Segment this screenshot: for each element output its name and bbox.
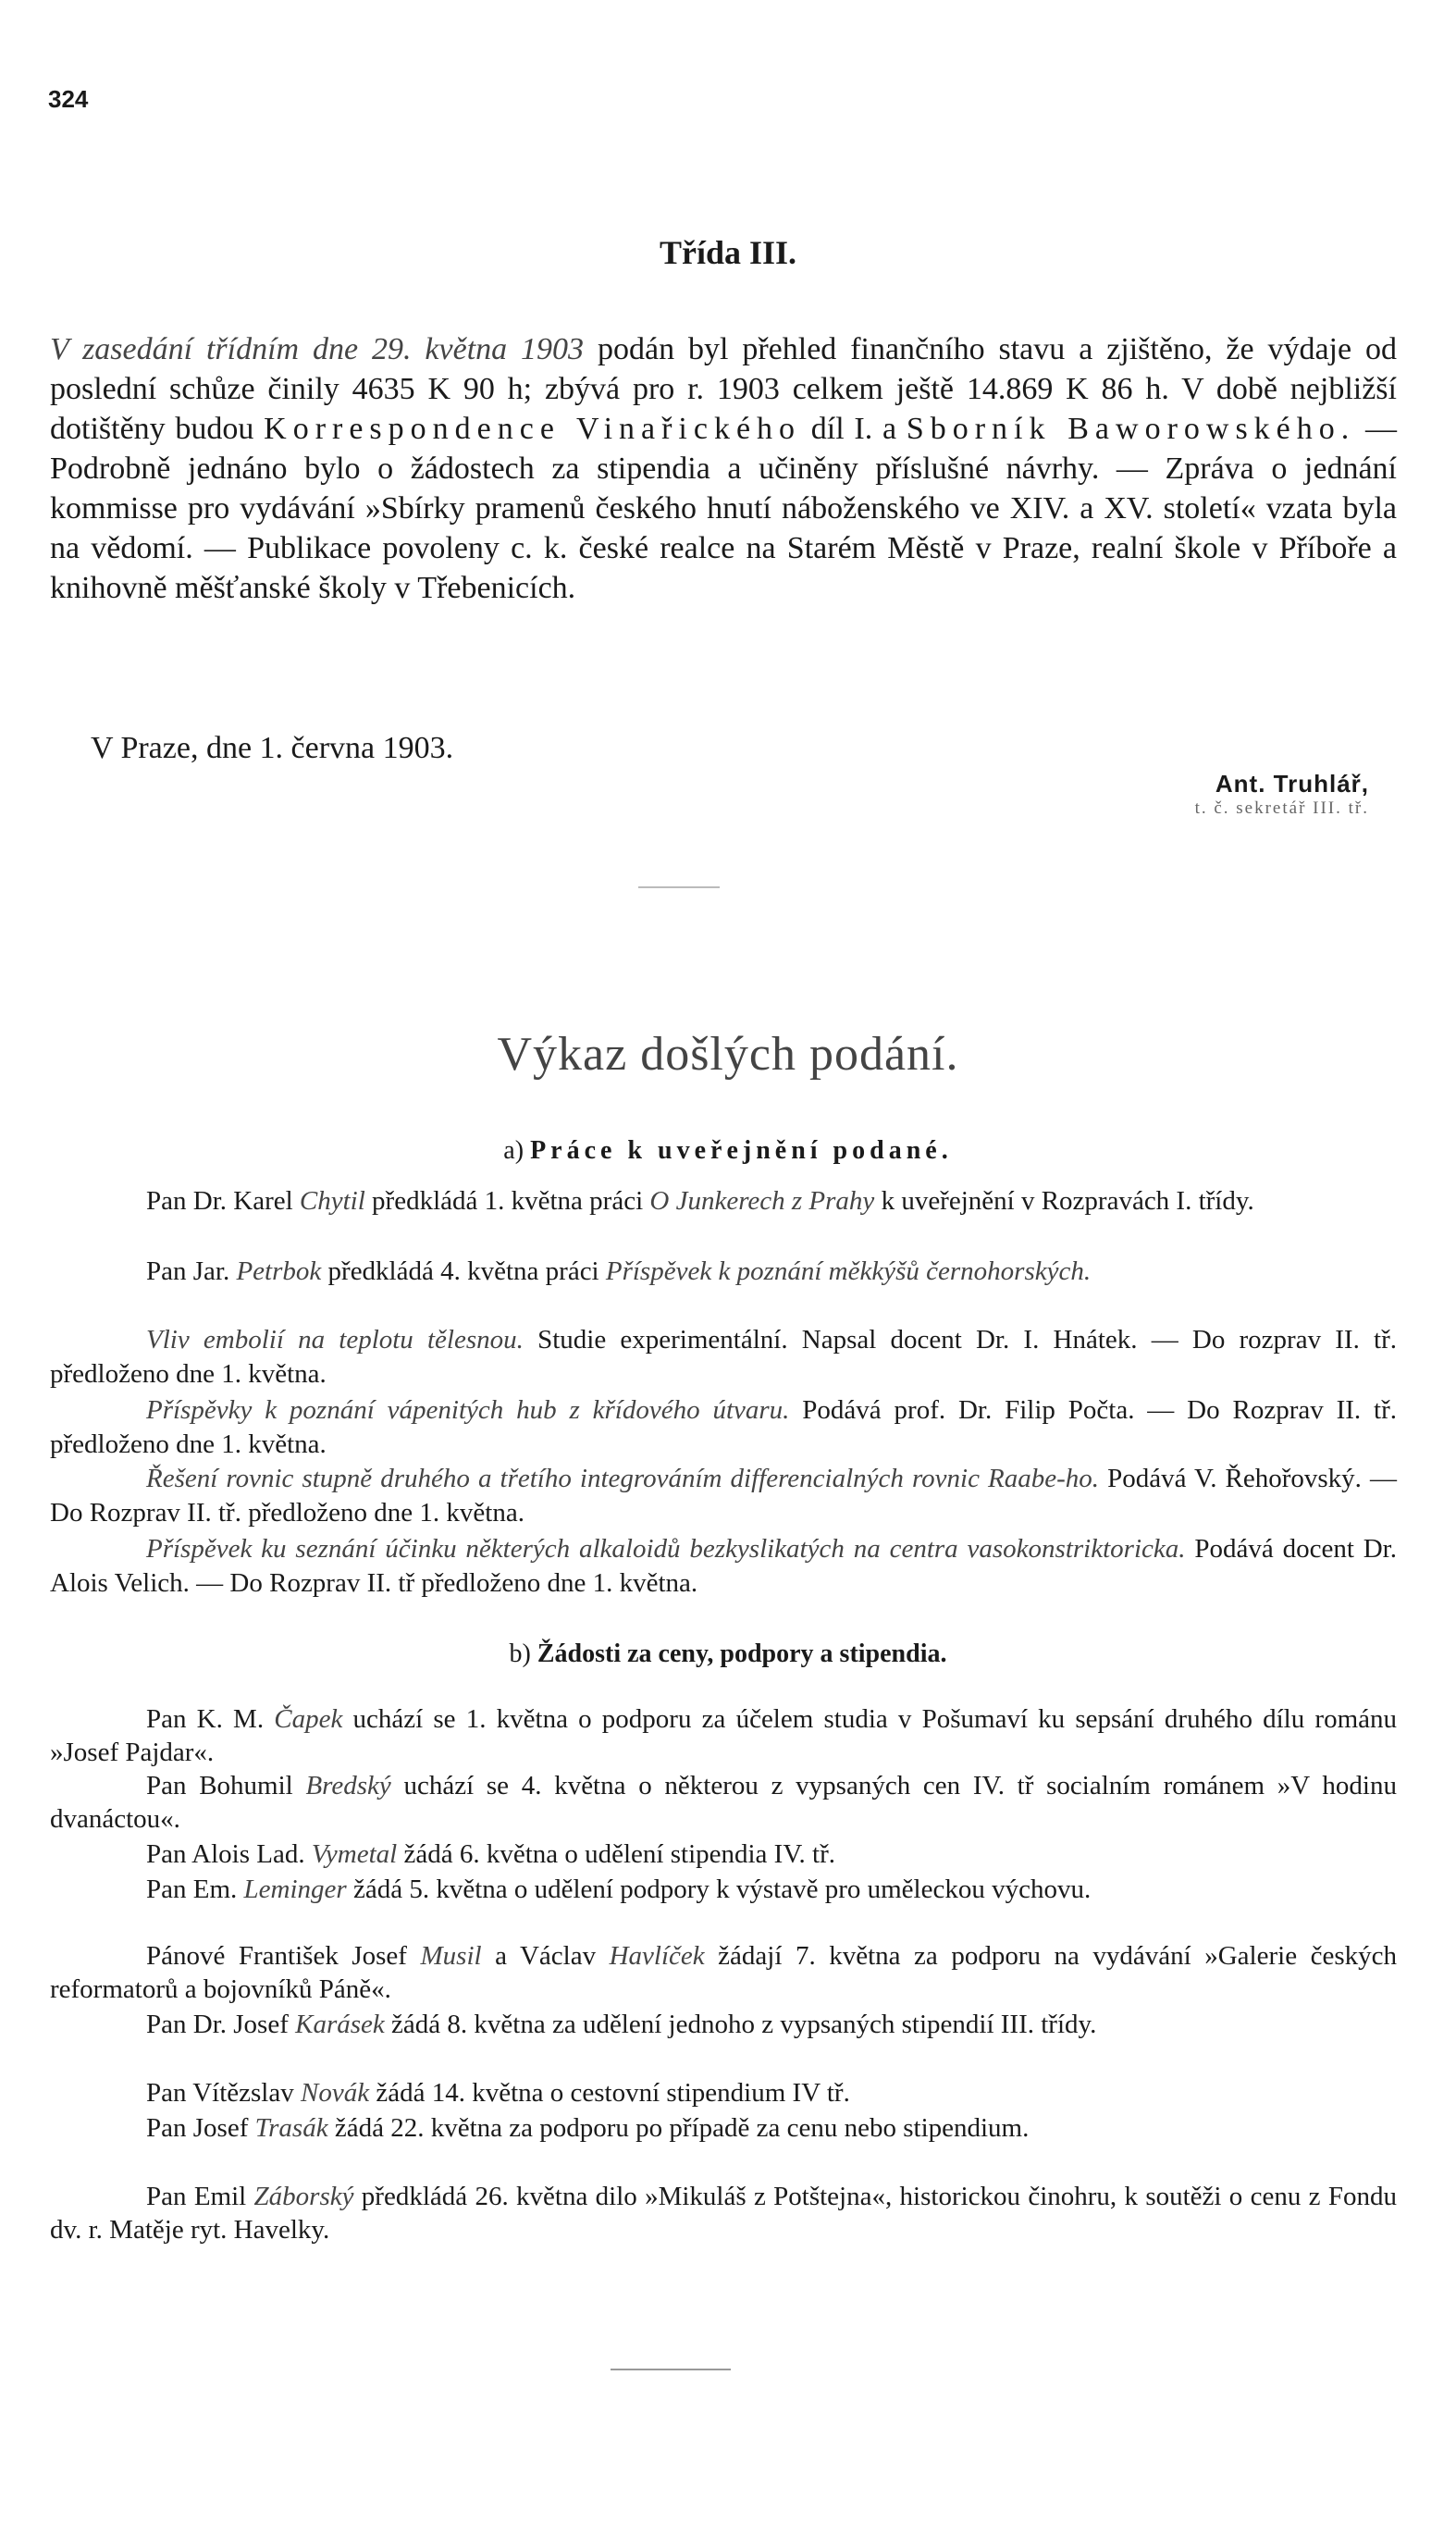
entry-text: k uveřejnění v Rozpravách I. třídy. xyxy=(874,1186,1254,1216)
minutes-text-1: podán byl přehled finančního stavu a zjištěno, že výdaje od poslední schůze činily 4635 K 90 h; zbývá pro r. 1903 celkem ještě 14.869 K 86 h. V době nejbližší dotištěny budou xyxy=(50,332,1397,446)
entry-title: O Junkerech z Prahy xyxy=(649,1186,875,1216)
list-item xyxy=(50,1462,1397,1530)
list-item xyxy=(50,1873,1397,1906)
entry-text: Studie experimentální. Napsal docent Dr. I. Hnátek. — Do rozprav II. tř. předloženo dne 1. května. xyxy=(50,1325,1397,1389)
section-b-prefix: b) xyxy=(509,1639,531,1668)
date-line: V Praze, dne 1. června 1903. xyxy=(91,731,454,765)
page-number: 324 xyxy=(48,85,89,113)
minutes-text-2: díl I. a xyxy=(801,412,907,446)
entry-text: Pánové František Josef xyxy=(146,1941,421,1971)
list-item xyxy=(50,1184,1397,1219)
list-item xyxy=(50,1255,1397,1289)
entry-text: předkládá 4. května práci xyxy=(321,1256,606,1286)
minutes-intro: V zasedání třídním dne 29. května 1903 xyxy=(50,332,585,366)
entry-name: Novák xyxy=(301,2078,370,2108)
entry-text: Podává prof. Dr. Filip Počta. — Do Rozprav II. tř. předloženo dne 1. května. xyxy=(50,1395,1397,1459)
entry-text: žádá 14. května o cestovní stipendium IV tř. xyxy=(369,2078,850,2108)
entry-text: uchází se 4. května o některou z vypsaných cen IV. tř socialním románem »V hodinu dvanáctou«. xyxy=(50,1771,1397,1834)
list-item xyxy=(50,1837,1397,1871)
entry-text: žádá 22. května za podporu po případě za cenu nebo stipendium. xyxy=(327,2113,1030,2143)
section-a-prefix: a) xyxy=(503,1136,524,1165)
report-title: Výkaz došlých podání. xyxy=(497,1028,959,1081)
entry-title: Řešení rovnic stupně druhého a třetího integrováním differencialných rovnic Raabe-ho. xyxy=(146,1464,1100,1493)
entry-text: žádá 8. května za udělení jednoho z vypsaných stipendií III. třídy. xyxy=(384,2010,1097,2039)
divider xyxy=(638,886,720,888)
section-b-heading xyxy=(0,1639,1456,1669)
section-a-title: Práce k uveřejnění podané. xyxy=(530,1136,953,1165)
minutes-text-3: — Podrobně jednáno bylo o žádostech za stipendia a učiněny příslušné návrhy. — Zpráva o jednání kommisse pro vydávání »Sbírky pramenů českého hnutí náboženského ve XIV. a XV. století« vzata byla na vědomí. — Publikace povoleny c. k. české realce na Starém Městě v Praze, realní škole v Příboře a knihovně měšťanské školy v Třebenicích. xyxy=(50,412,1398,605)
entry-name: Petrbok xyxy=(236,1256,322,1286)
list-item xyxy=(50,2180,1397,2246)
signature-name: Ant. Truhlář, xyxy=(1215,770,1369,798)
entry-text: žádá 6. května o udělení stipendia IV. tř. xyxy=(397,1839,836,1869)
entry-text: předkládá 1. května práci xyxy=(364,1186,650,1216)
entry-text: a Václav xyxy=(481,1941,610,1971)
entry-text: Pan Bohumil xyxy=(146,1771,306,1800)
section-b-title: Žádosti za ceny, podpory a stipendia. xyxy=(537,1639,947,1668)
list-item xyxy=(50,2008,1397,2041)
entry-name: Záborský xyxy=(253,2182,354,2211)
entry-text: předkládá 26. května dilo »Mikuláš z Potštejna«, historickou činohru, k soutěži o cenu z Fondu dv. r. Matěje ryt. Havelky. xyxy=(50,2182,1397,2245)
entry-name: Karásek xyxy=(295,2010,385,2039)
entry-title: Příspěvek k poznání měkkýšů černohorských. xyxy=(605,1256,1092,1286)
entry-text: Pan Jar. xyxy=(146,1256,237,1286)
list-item xyxy=(50,1769,1397,1836)
section-a-heading xyxy=(0,1136,1456,1166)
entry-text: Podává V. Řehořovský. — Do Rozprav II. tř. předloženo dne 1. května. xyxy=(50,1464,1398,1528)
entry-title: Příspěvek ku seznání účinku některých alkaloidů bezkyslikatých na centra vasokonstriktoricka. xyxy=(146,1534,1186,1564)
entry-title: Příspěvky k poznání vápenitých hub z křídového útvaru. xyxy=(146,1395,790,1425)
entry-text: Podává docent Dr. Alois Velich. — Do Rozprav II. tř předloženo dne 1. května. xyxy=(50,1534,1397,1598)
entry-name: Vymetal xyxy=(311,1839,398,1869)
entry-name: Musil xyxy=(420,1941,482,1971)
entry-name: Chytil xyxy=(299,1186,365,1216)
list-item xyxy=(50,1532,1397,1601)
list-item xyxy=(50,2076,1397,2110)
entry-name: Čapek xyxy=(274,1704,343,1734)
entry-text: žádá 5. května o udělení podpory k výstavě pro uměleckou výchovu. xyxy=(346,1874,1092,1904)
entry-name: Trasák xyxy=(254,2113,328,2143)
entry-title: Vliv embolií na teplotu tělesnou. xyxy=(146,1325,524,1355)
list-item xyxy=(50,2111,1397,2145)
entry-text: Pan Dr. Karel xyxy=(146,1186,300,1216)
list-item xyxy=(50,1323,1397,1392)
entry-text: Pan Vítězslav xyxy=(146,2078,301,2108)
entry-name: Bredský xyxy=(305,1771,391,1800)
minutes-spaced-2: Sborník Baworowského. xyxy=(906,412,1356,446)
divider xyxy=(611,2369,731,2370)
class-heading: Třída III. xyxy=(659,234,797,271)
list-item xyxy=(50,1939,1397,2006)
signature xyxy=(1018,770,1369,819)
list-item xyxy=(50,1393,1397,1462)
entry-text: Pan Emil xyxy=(146,2182,254,2211)
list-item xyxy=(50,1702,1397,1769)
entry-text: Pan Dr. Josef xyxy=(146,2010,296,2039)
entry-text: Pan Alois Lad. xyxy=(146,1839,312,1869)
entry-text: Pan Em. xyxy=(146,1874,244,1904)
entry-text: Pan K. M. xyxy=(146,1704,275,1734)
signature-role: t. č. sekretář III. tř. xyxy=(1194,798,1369,818)
entry-text: žádají 7. května za podporu na vydávání »Galerie českých reformatorů a bojovníků Páně«. xyxy=(50,1941,1397,2004)
entry-name: Havlíček xyxy=(609,1941,705,1971)
minutes-spaced-1: Korrespondence Vinařického xyxy=(264,412,802,446)
entry-text: uchází se 1. května o podporu za účelem studia v Pošumaví ku sepsání druhého dílu románu »Josef Pajdar«. xyxy=(50,1704,1397,1767)
entry-name: Leminger xyxy=(243,1874,347,1904)
entry-text: Pan Josef xyxy=(146,2113,255,2143)
minutes-paragraph xyxy=(50,329,1397,608)
